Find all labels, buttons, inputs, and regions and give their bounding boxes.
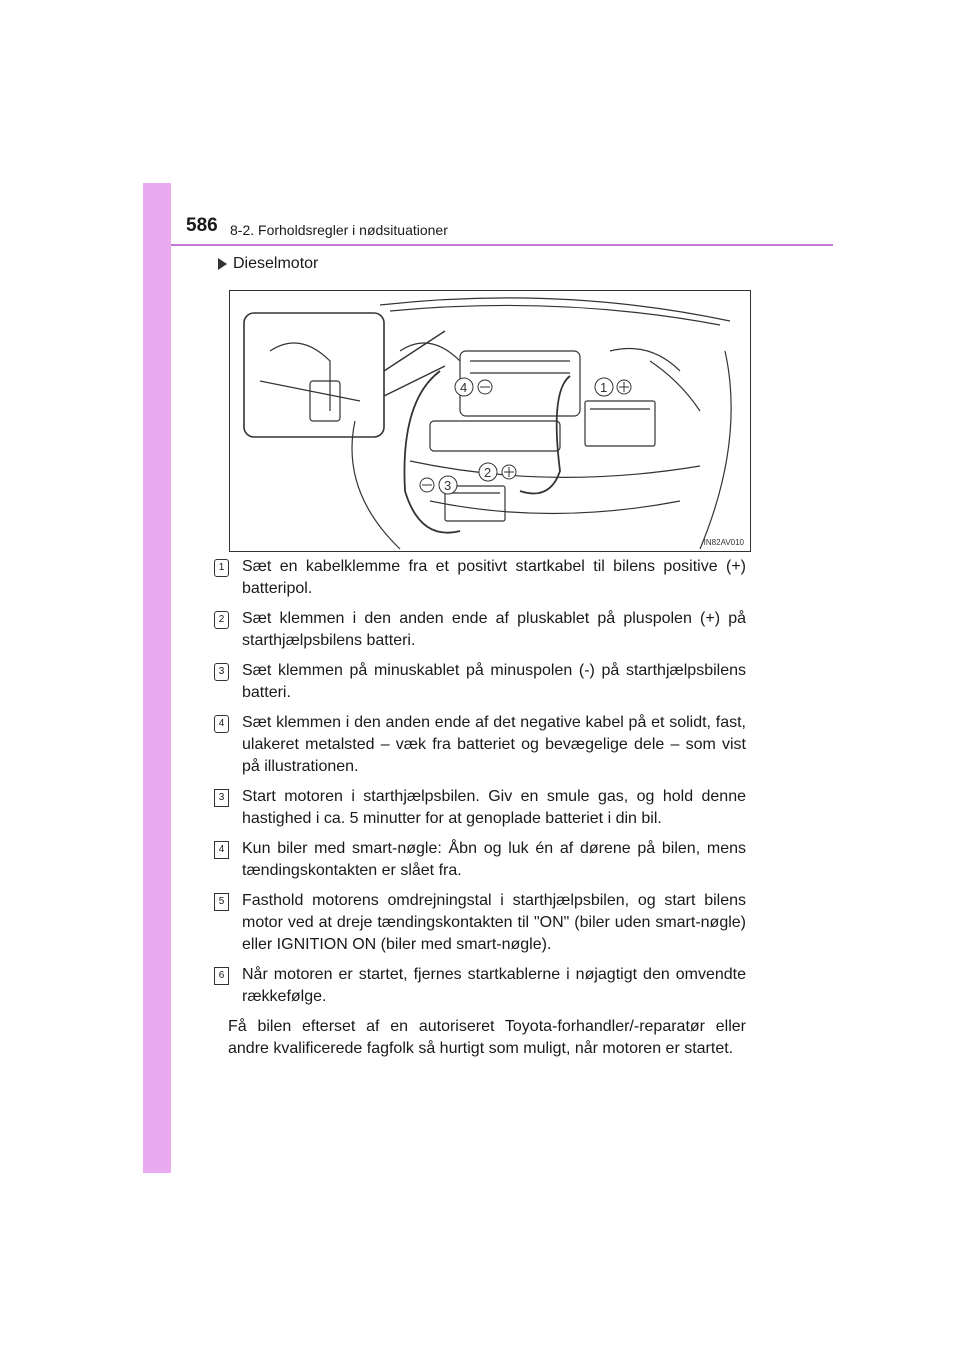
page-number: 586 — [186, 215, 218, 236]
engine-bay-drawing — [230, 291, 750, 551]
callout-1: 1 — [600, 380, 608, 395]
callout-4: 4 — [460, 380, 468, 395]
substep-number-badge: 2 — [214, 611, 229, 629]
step-text: Start motoren i starthjælpsbilen. Giv en smule gas, og hold denne hastighed i ca. 5 minutter for at genoplade batteriet i din bil. — [242, 788, 746, 827]
step-number-badge: 6 — [214, 967, 229, 985]
substep-text: Sæt en kabelklemme fra et positivt startkabel til bilens positive (+) batteripol. — [242, 558, 746, 597]
step-4 — [214, 838, 746, 882]
substep-text: Sæt klemmen i den anden ende af det negative kabel på et solidt, fast, ulakeret metalsted – væk fra batteriet og bevægelige dele – som vist på illustrationen. — [242, 714, 746, 775]
callout-2: 2 — [484, 465, 492, 480]
step-6 — [214, 964, 746, 1008]
step-3 — [214, 786, 746, 830]
step-text: Kun biler med smart-nøgle: Åbn og luk én af dørene på bilen, mens tændingskontakten er slået fra. — [242, 840, 746, 879]
substep-3 — [214, 660, 746, 704]
substep-number-badge: 1 — [214, 559, 229, 577]
step-text: Når motoren er startet, fjernes startkablerne i nøjagtigt den omvendte rækkefølge. — [242, 966, 746, 1005]
step-number-badge: 3 — [214, 789, 229, 807]
subheading — [218, 255, 318, 273]
engine-illustration — [229, 290, 751, 552]
step-number-badge: 4 — [214, 841, 229, 859]
substep-number-badge: 3 — [214, 663, 229, 681]
instruction-list — [214, 556, 746, 1060]
triangle-bullet-icon — [218, 258, 227, 270]
step-5 — [214, 890, 746, 956]
chapter-tab-band — [143, 183, 171, 1173]
figure-code: IN82AV010 — [703, 538, 744, 547]
substep-text: Sæt klemmen i den anden ende af pluskablet på pluspolen (+) på starthjælpsbilens batteri. — [242, 610, 746, 649]
substep-1 — [214, 556, 746, 600]
subheading-text: Dieselmotor — [233, 255, 319, 272]
closing-note: Få bilen efterset af en autoriseret Toyota-forhandler/-reparatør eller andre kvalificerede fagfolk så hurtigt som muligt, når motoren er startet. — [228, 1018, 746, 1057]
header-rule — [171, 244, 833, 246]
section-title: 8-2. Forholdsregler i nødsituationer — [230, 222, 448, 238]
substep-4 — [214, 712, 746, 778]
step-number-badge: 5 — [214, 893, 229, 911]
substep-text: Sæt klemmen på minuskablet på minuspolen (-) på starthjælpsbilens batteri. — [242, 662, 746, 701]
substep-2 — [214, 608, 746, 652]
callout-3: 3 — [444, 478, 452, 493]
step-text: Fasthold motorens omdrejningstal i starthjælpsbilen, og start bilens motor ved at dreje tændingskontakten til "ON" (biler uden smart-nøgle) eller IGNITION ON (biler med smart-nøgle). — [242, 892, 746, 953]
substep-number-badge: 4 — [214, 715, 229, 733]
